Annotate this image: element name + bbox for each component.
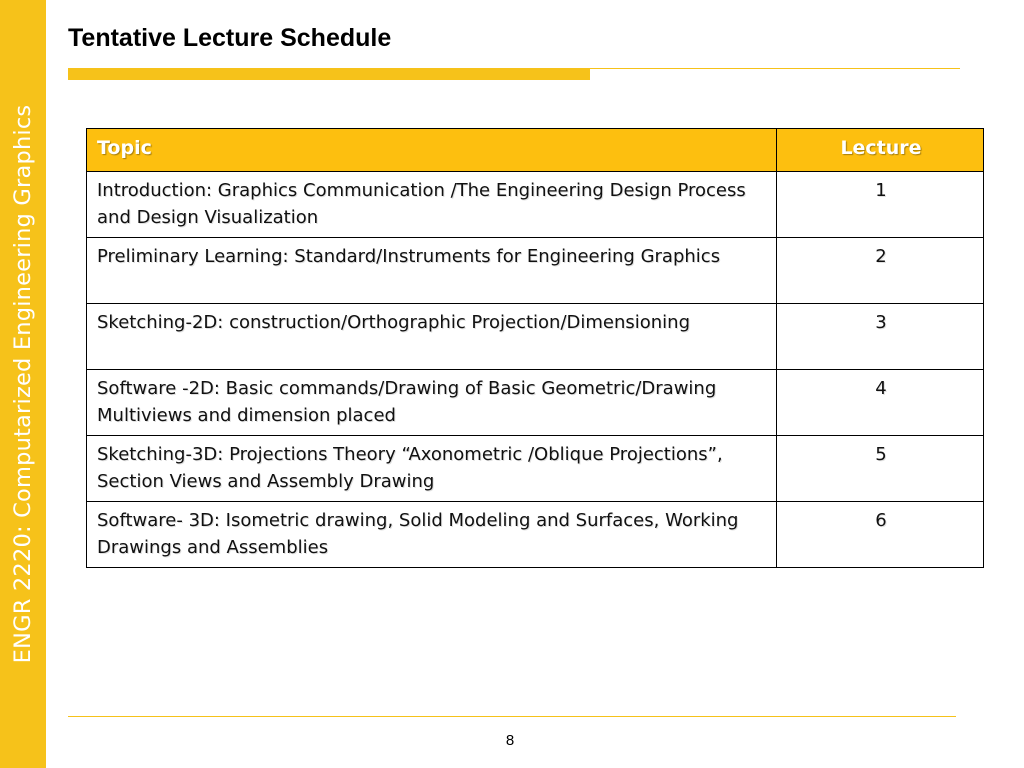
title-underline-bar [68, 68, 590, 80]
header-lecture: Lecture [777, 129, 984, 172]
table-row [87, 304, 984, 370]
course-title: ENGR 2220: Computarized Engineering Graphics [10, 104, 36, 664]
lecture-cell: 5 [777, 436, 984, 502]
topic-cell: Introduction: Graphics Communication /The Engineering Design Process and Design Visualization [87, 172, 777, 238]
lecture-cell: 2 [777, 238, 984, 304]
topic-cell: Software- 3D: Isometric drawing, Solid Modeling and Surfaces, Working Drawings and Assemblies [87, 502, 777, 568]
table-row [87, 370, 984, 436]
table-row [87, 436, 984, 502]
slide-title: Tentative Lecture Schedule [68, 24, 392, 52]
footer-rule [68, 716, 956, 717]
sidebar [0, 0, 46, 768]
topic-cell: Sketching-2D: construction/Orthographic Projection/Dimensioning [87, 304, 777, 370]
page-number: 8 [505, 732, 515, 749]
table-row [87, 502, 984, 568]
table-row [87, 238, 984, 304]
lecture-cell: 4 [777, 370, 984, 436]
lecture-cell: 1 [777, 172, 984, 238]
title-underline-rule [590, 68, 960, 69]
table-header-row [87, 129, 984, 172]
lecture-cell: 3 [777, 304, 984, 370]
schedule-table [86, 128, 984, 568]
topic-cell: Software -2D: Basic commands/Drawing of Basic Geometric/Drawing Multiviews and dimension placed [87, 370, 777, 436]
table-row [87, 172, 984, 238]
lecture-cell: 6 [777, 502, 984, 568]
topic-cell: Preliminary Learning: Standard/Instruments for Engineering Graphics [87, 238, 777, 304]
topic-cell: Sketching-3D: Projections Theory “Axonometric /Oblique Projections”, Section Views and Assembly Drawing [87, 436, 777, 502]
header-topic: Topic [87, 129, 777, 172]
